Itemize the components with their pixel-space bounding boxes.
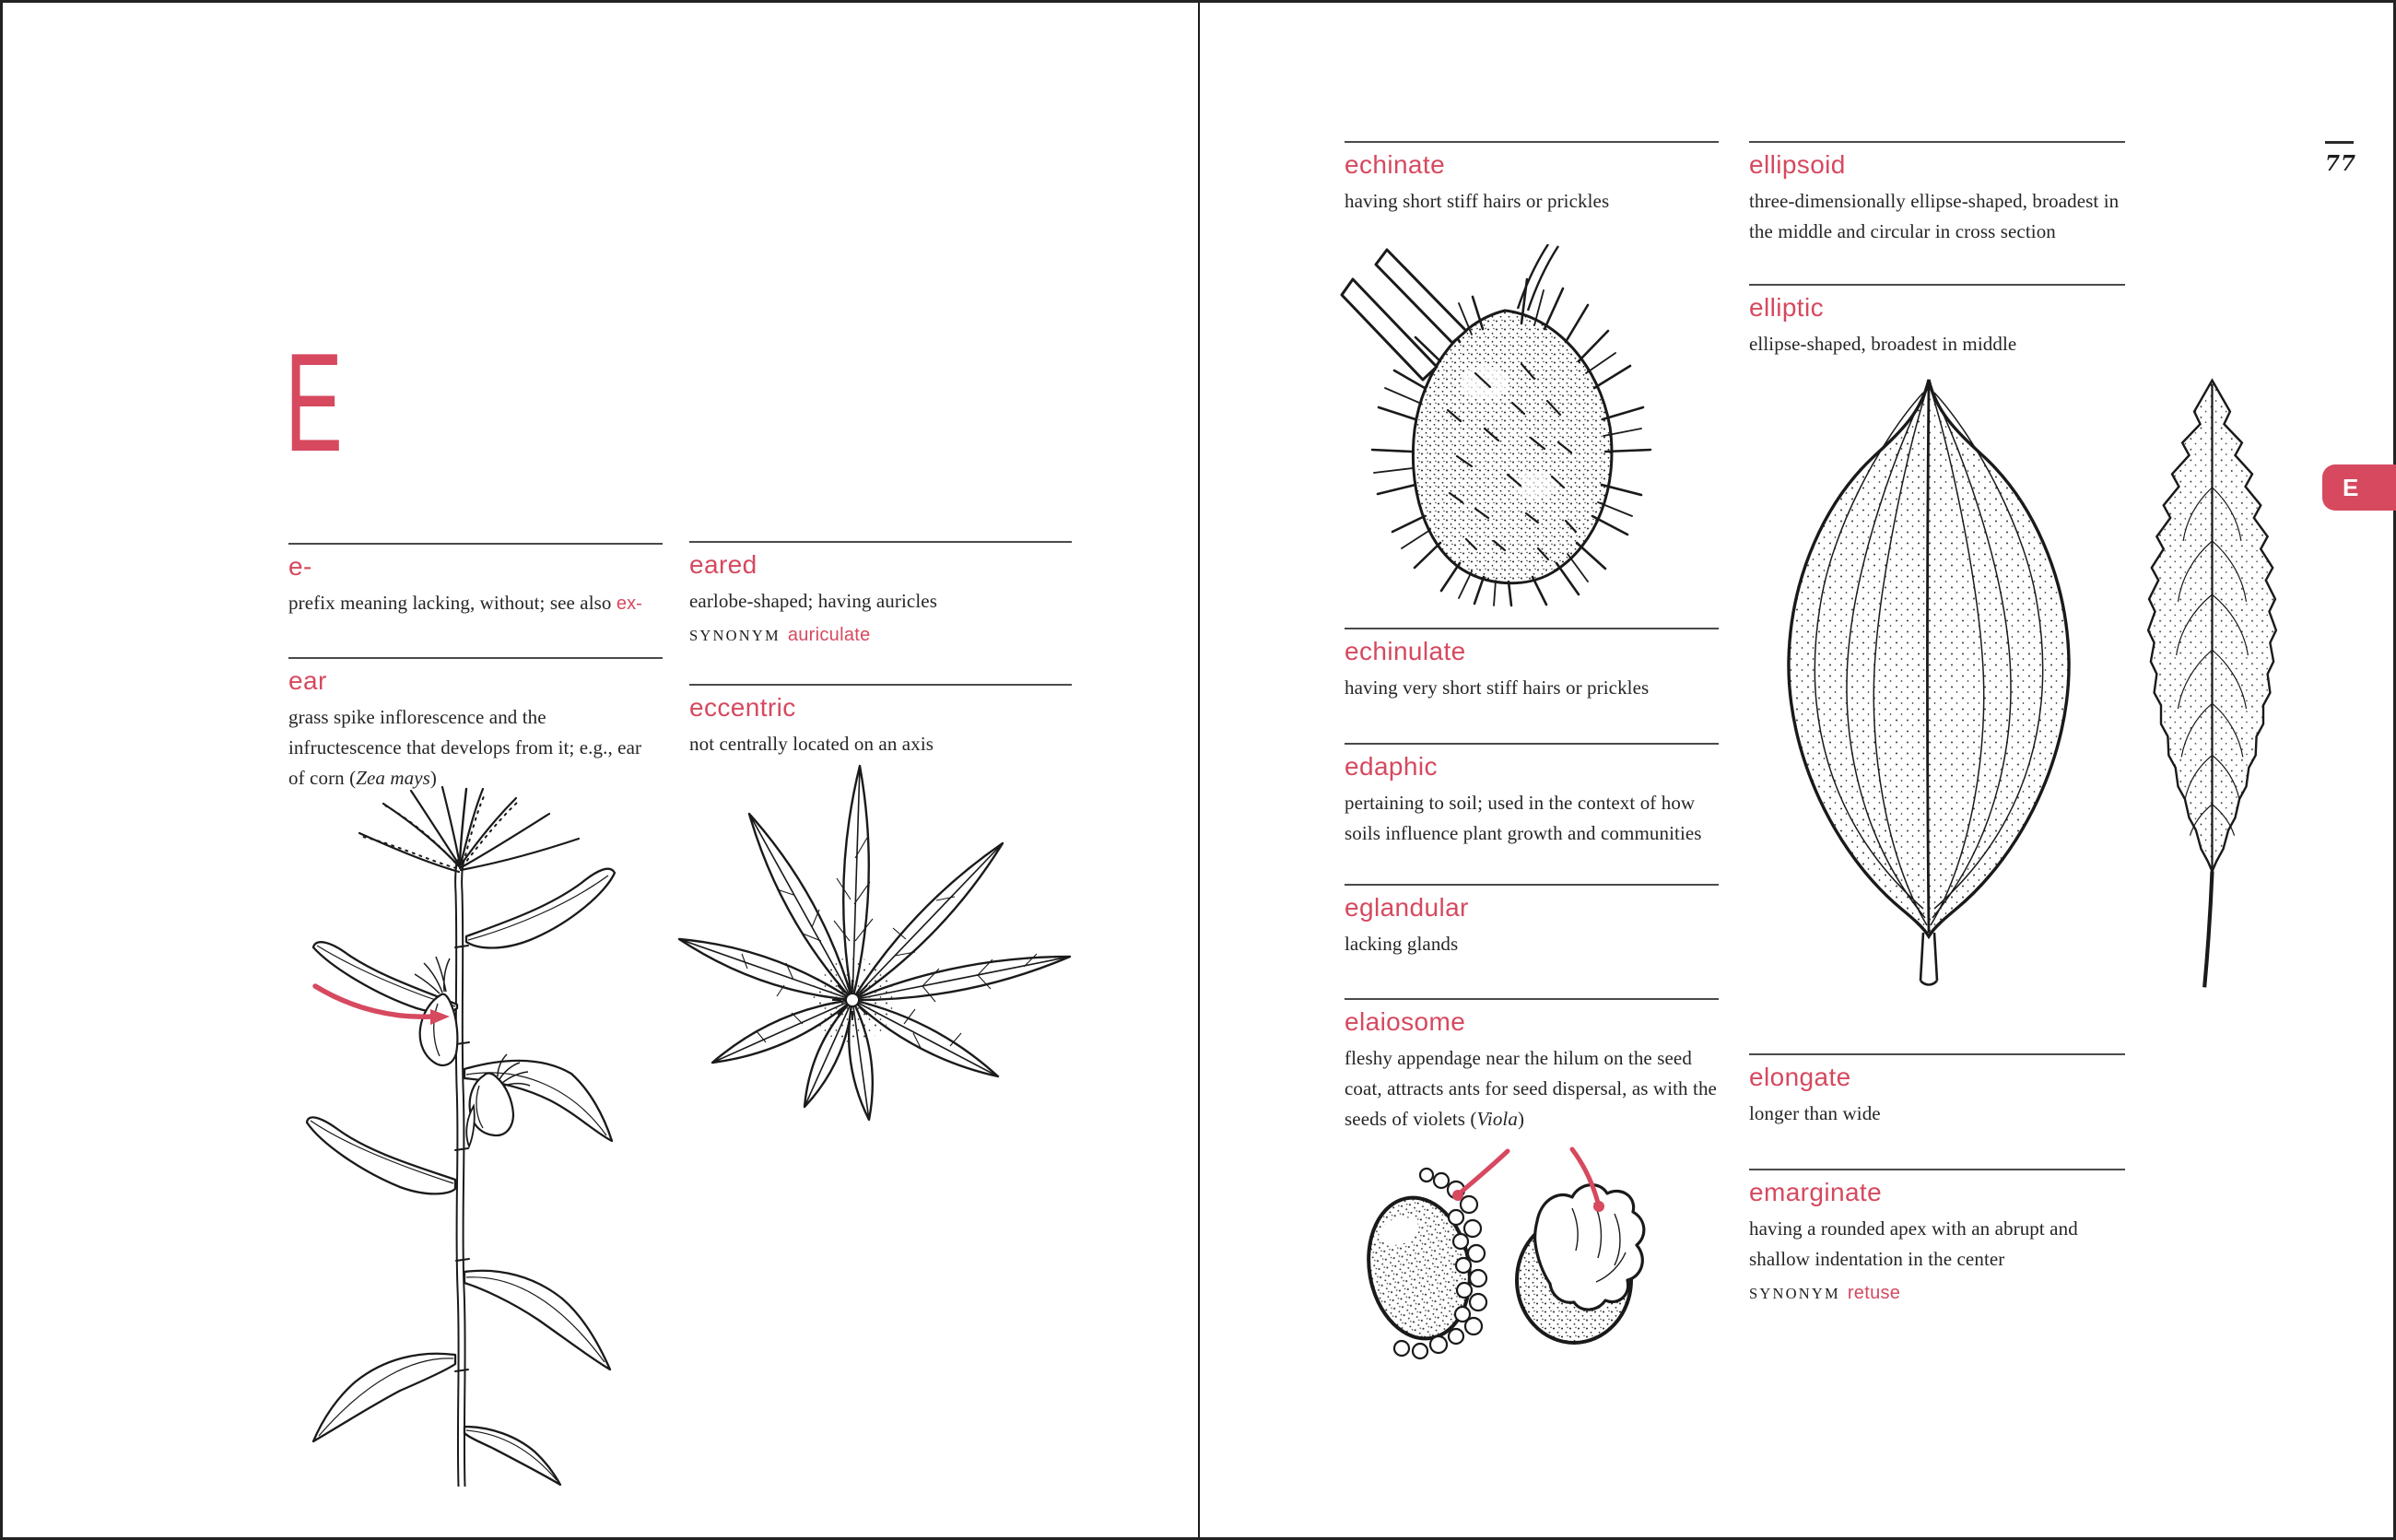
entry-term: ellipsoid — [1749, 150, 1846, 179]
entry-echinulate — [1345, 628, 1719, 703]
pointer-arrow — [1452, 1151, 1508, 1201]
entry-echinate — [1345, 141, 1719, 217]
serrated-elliptic-leaf-illustration — [2127, 371, 2297, 996]
page-number: 77 — [2325, 151, 2357, 176]
synonym-word: auriculate — [787, 624, 871, 645]
entry-term: eglandular — [1345, 893, 1469, 922]
entry-definition: longer than wide — [1749, 1102, 1881, 1125]
synonym-label: SYNONYM — [689, 626, 781, 644]
synonym-word: retuse — [1847, 1282, 1901, 1303]
entry-definition: having a rounded apex with an abrupt and shallow indentation in the center — [1749, 1217, 2078, 1270]
entry-term: edaphic — [1345, 752, 1438, 781]
entry-definition: lacking glands — [1345, 933, 1459, 956]
synonym-line — [689, 625, 1072, 646]
entry-term: elliptic — [1749, 293, 1825, 322]
entry-definition: earlobe-shaped; having auricles — [689, 590, 937, 613]
entry-definition: ellipse-shaped, broadest in middle — [1749, 333, 2017, 356]
entry-definition: having very short stiff hairs or prickles — [1345, 676, 1650, 699]
entry-definition: three-dimensionally ellipse-shaped, broadest in the middle and circular in cross section — [1749, 190, 2120, 242]
entry-emarginate — [1749, 1169, 2125, 1304]
section-tab: E — [2322, 464, 2396, 511]
section-letter-heading: E — [285, 324, 343, 481]
page-divider — [1198, 3, 1200, 1537]
entry-term: eared — [689, 550, 758, 579]
entry-definition: pertaining to soil; used in the context of how soils influence plant growth and communities — [1345, 792, 1702, 844]
folio-rule — [2325, 141, 2354, 144]
entry-edaphic — [1345, 743, 1719, 849]
entry-term: echinate — [1345, 150, 1446, 179]
entry-term: emarginate — [1749, 1178, 1883, 1206]
entry-elaiosome — [1345, 998, 1719, 1134]
entry-term: e- — [288, 552, 312, 581]
page-number-block — [2325, 141, 2356, 176]
entry-term: ear — [288, 666, 327, 695]
palmate-leaf-illustration — [674, 757, 1079, 1123]
entry-definition: fleshy appendage near the hilum on the seed coat, attracts ants for seed dispersal, as with the seeds of violets (Viola) — [1345, 1047, 1717, 1130]
entry-ear — [288, 657, 663, 793]
synonym-line — [1749, 1283, 2125, 1304]
entry-term: echinulate — [1345, 637, 1466, 665]
synonym-label: SYNONYM — [1749, 1284, 1840, 1302]
entry-definition: grass spike inflorescence and the infructescence that develops from it; e.g., ear of corn (Zea mays) — [288, 706, 642, 789]
broad-elliptic-leaf-illustration — [1772, 374, 2085, 996]
entry-eccentric — [689, 684, 1072, 759]
entry-term: eccentric — [689, 693, 796, 722]
entry-definition: having short stiff hairs or prickles — [1345, 190, 1610, 213]
corn-plant-illustration — [302, 782, 652, 1487]
entry-elliptic — [1749, 284, 2125, 359]
entry-e-prefix — [288, 543, 663, 618]
entry-term: elongate — [1749, 1063, 1851, 1091]
elaiosome-seeds-illustration — [1353, 1144, 1657, 1360]
entry-ellipsoid — [1749, 141, 2125, 247]
entry-definition: not centrally located on an axis — [689, 733, 934, 756]
entry-term: elaiosome — [1345, 1007, 1466, 1036]
entry-definition: prefix meaning lacking, without; see also ex- — [288, 592, 642, 615]
entry-eglandular — [1345, 884, 1719, 959]
entry-elongate — [1749, 1053, 2125, 1129]
entry-eared — [689, 541, 1072, 646]
spiny-bur-illustration — [1337, 244, 1660, 608]
